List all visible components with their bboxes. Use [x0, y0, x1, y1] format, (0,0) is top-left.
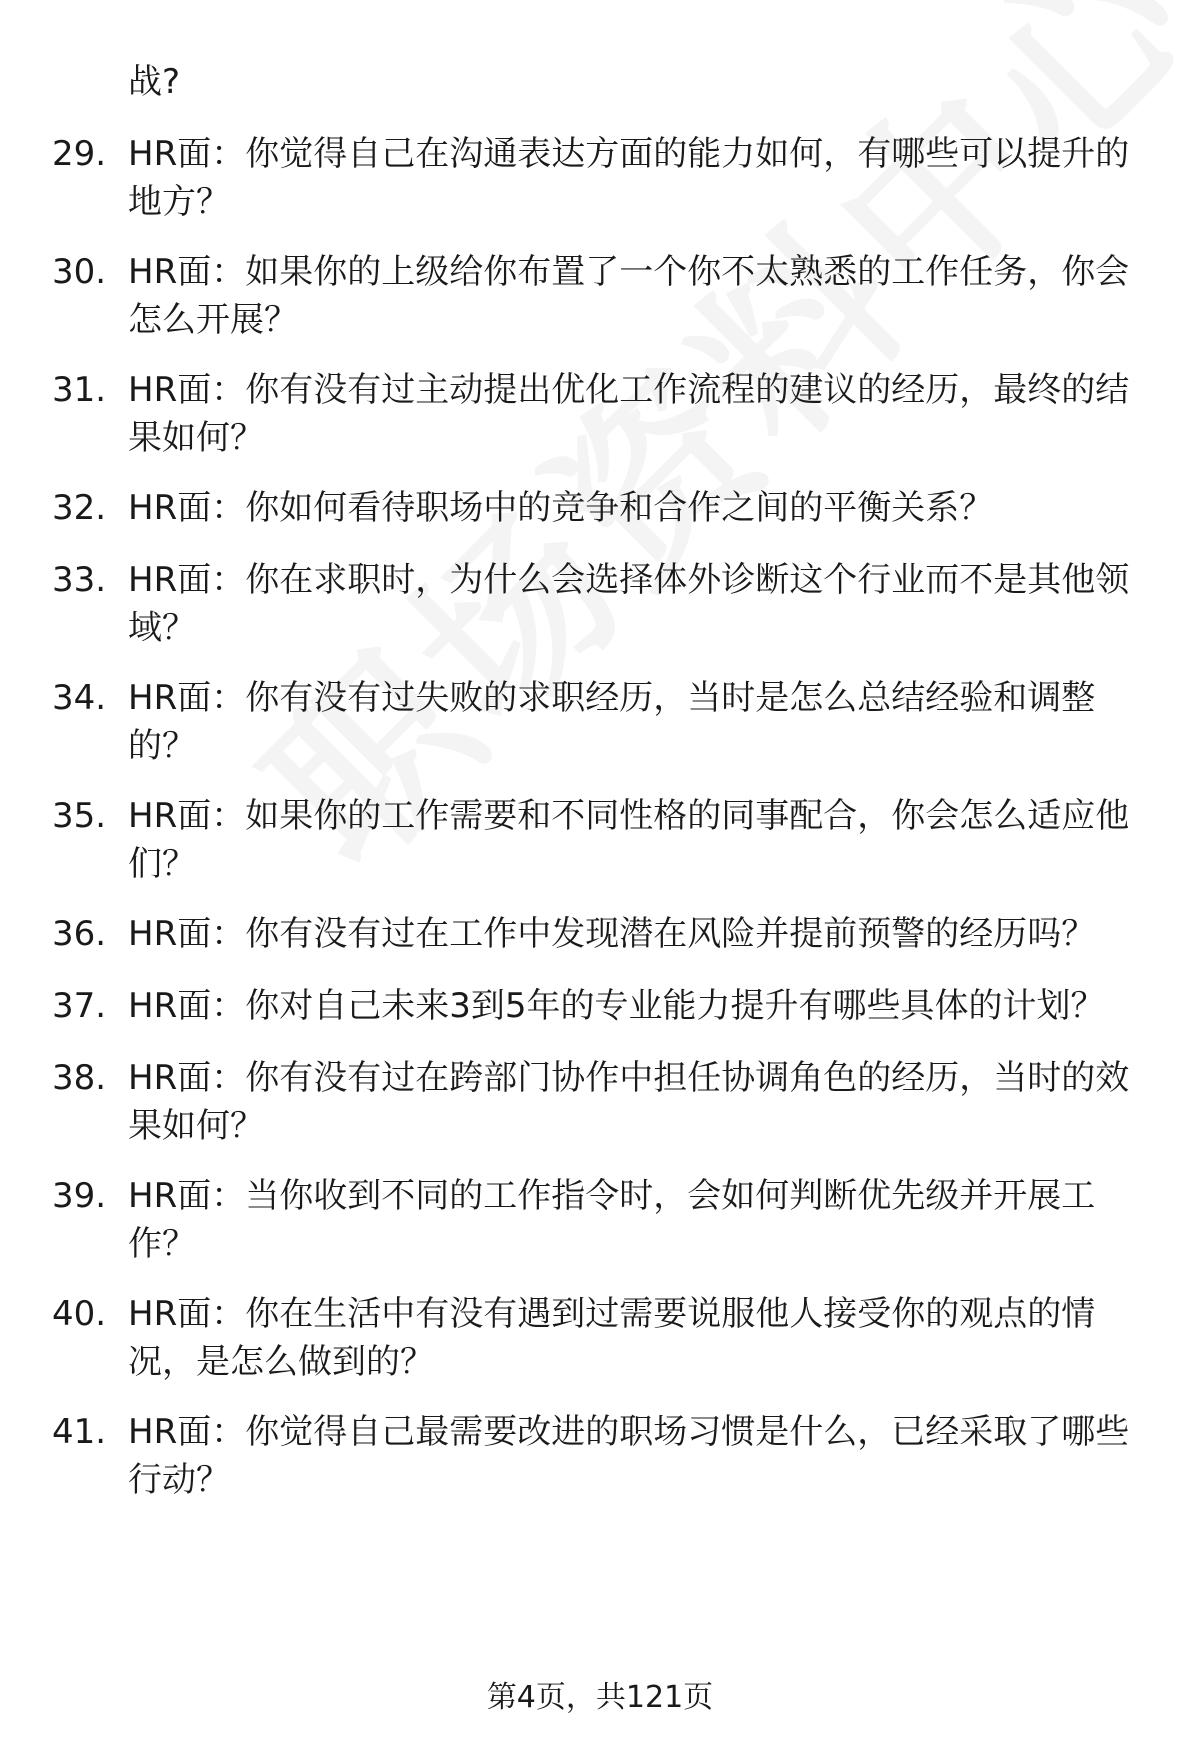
question-number: 34.: [52, 678, 107, 718]
page-footer: 第4页，共121页: [486, 1680, 714, 1715]
question-text: HR面：你有没有过主动提出优化工作流程的建议的经历，最终的结果如何？: [128, 370, 1130, 458]
question-text: HR面：你在求职时，为什么会选择体外诊断这个行业而不是其他领域？: [128, 560, 1130, 648]
question-item: [52, 1172, 1152, 1268]
question-number: 38.: [52, 1058, 107, 1098]
question-text: HR面：你有没有过在工作中发现潜在风险并提前预警的经历吗？: [128, 914, 1096, 954]
question-number: 29.: [52, 134, 107, 174]
question-item: [52, 910, 1152, 958]
question-item: [52, 792, 1152, 888]
question-number: 30.: [52, 252, 107, 292]
question-item: [52, 674, 1152, 770]
question-number: 40.: [52, 1294, 107, 1334]
question-item: [52, 130, 1152, 226]
question-text: HR面：当你收到不同的工作指令时，会如何判断优先级并开展工作？: [128, 1176, 1096, 1264]
question-text: HR面：你觉得自己最需要改进的职场习惯是什么，已经采取了哪些行动？: [128, 1412, 1130, 1500]
question-text: HR面：你觉得自己在沟通表达方面的能力如何，有哪些可以提升的地方？: [128, 134, 1130, 222]
question-item: [52, 484, 1152, 532]
question-text: HR面：你对自己未来3到5年的专业能力提升有哪些具体的计划？: [128, 986, 1105, 1026]
question-number: 36.: [52, 914, 107, 954]
question-text: HR面：你如何看待职场中的竞争和合作之间的平衡关系？: [128, 488, 994, 528]
question-number: 33.: [52, 560, 107, 600]
question-item: [52, 1290, 1152, 1386]
question-item: [52, 556, 1152, 652]
question-item: [52, 1054, 1152, 1150]
question-number: 31.: [52, 370, 107, 410]
continuation-text: 战?: [128, 62, 181, 102]
question-number: 41.: [52, 1412, 107, 1452]
question-text: HR面：如果你的工作需要和不同性格的同事配合，你会怎么适应他们？: [128, 796, 1130, 884]
question-number: 37.: [52, 986, 107, 1026]
question-number: 39.: [52, 1176, 107, 1216]
question-text: HR面：你有没有过在跨部门协作中担任协调角色的经历，当时的效果如何？: [128, 1058, 1130, 1146]
question-number: 35.: [52, 796, 107, 836]
question-text: HR面：如果你的上级给你布置了一个你不太熟悉的工作任务，你会怎么开展？: [128, 252, 1130, 340]
question-item: [52, 982, 1152, 1030]
question-text: HR面：你在生活中有没有遇到过需要说服他人接受你的观点的情况，是怎么做到的？: [128, 1294, 1096, 1382]
question-text: HR面：你有没有过失败的求职经历，当时是怎么总结经验和调整的？: [128, 678, 1096, 766]
question-number: 32.: [52, 488, 107, 528]
question-item: [52, 366, 1152, 462]
question-item: [52, 1408, 1152, 1504]
question-item: [52, 248, 1152, 344]
